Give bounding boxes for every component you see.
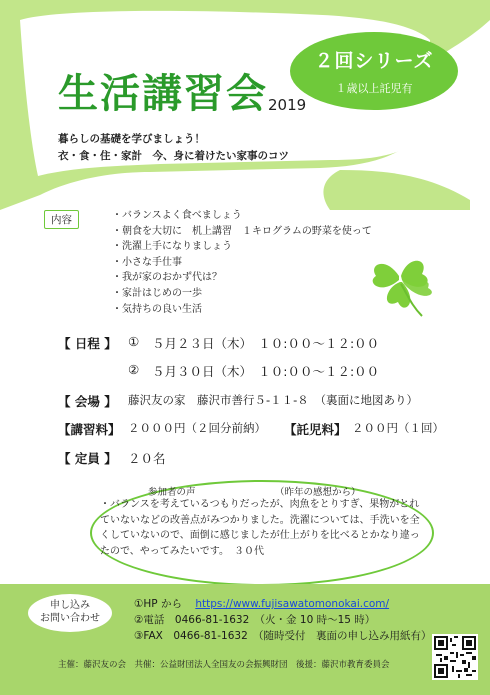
organizers-line: 主催：藤沢友の会 共催：公益財団法人全国友の会振興財団 後援：藤沢市教育委員会 [58,660,390,670]
series-badge-title: ２回シリーズ [314,50,434,72]
hp-prefix: ①HP から [134,598,182,610]
childcare-fee-label: 【託児料】 [284,422,347,437]
subtitle-line-1: 暮らしの基礎を学びましょう！ [58,133,205,145]
list-item: ・ バランスよく食べましょう [112,208,372,224]
list-item: ・ 我が家のおかず代は？ [112,270,372,286]
list-item: ・ 小さな手仕事 [112,255,372,271]
list-item: ・ 洗濯上手になりましょう [112,239,372,255]
fax-contact: ③FAX 0466-81-1632 （随時受付 裏面の申し込み用紙有） [134,630,432,642]
participant-voice-text: ・バランスを考えているつもりだったが、肉魚をとりすぎ、果物がとれていないなどの改善点がみつかりました。洗濯については、手洗いを全くしていないので、面倒に感じましたが仕上がりを比べるとかなり違ったので、やってみたいです。 ３０代 [100,499,420,557]
website-link[interactable]: https://www.fujisawatomonokai.com/ [195,598,390,610]
childcare-fee: ２００円（１回） [352,421,444,435]
list-item: ・ 家計はじめの一歩 [112,286,372,302]
page-title: 生活講習会 [58,71,268,117]
childcare-note: １歳以上託児有 [335,82,413,95]
fee-label: 【講習料】 [58,422,121,437]
hp-contact [134,596,389,611]
list-item: ・ 気持ちの良い生活 [112,302,372,318]
list-item: ・ 朝食を大切に 机上講習 １キログラムの野菜を使って [112,224,372,240]
clover-icon [356,236,442,322]
capacity: ２０名 [128,451,166,466]
participant-voice-title: 参加者の声 [148,487,196,498]
apply-contact-label [28,594,112,632]
venue: 藤沢友の家 藤沢市善行５-１１-８ （裏面に地図あり） [128,393,419,407]
fee: ２０００円（２回分前納） [128,421,266,435]
phone-contact: ②電話 0466-81-1632 （火・金 10 時～15 時） [134,614,376,626]
contents-list [112,208,372,317]
apply-label-line-2: お問い合わせ [40,613,100,624]
contents-label: 内容 [44,210,79,229]
qr-code-icon[interactable] [432,634,478,680]
date-2-number: ② [128,362,140,377]
title-year: 2019 [268,96,307,114]
subtitle-line-2: 衣・食・住・家計 今、身に着けたい家事のコツ [58,150,289,162]
date-label: 【 日程 】 [58,336,117,351]
venue-label: 【 会場 】 [58,394,117,409]
series-badge [290,32,458,110]
date-2: ５月３０日（木） １０:００～１２:００ [152,364,380,379]
apply-label-line-1: 申し込み [50,600,90,611]
date-1-number: ① [128,334,140,349]
capacity-label: 【 定員 】 [58,451,117,466]
participant-voice-note: （昨年の感想から） [275,487,361,498]
date-1: ５月２３日（木） １０:００～１２:００ [152,336,380,351]
